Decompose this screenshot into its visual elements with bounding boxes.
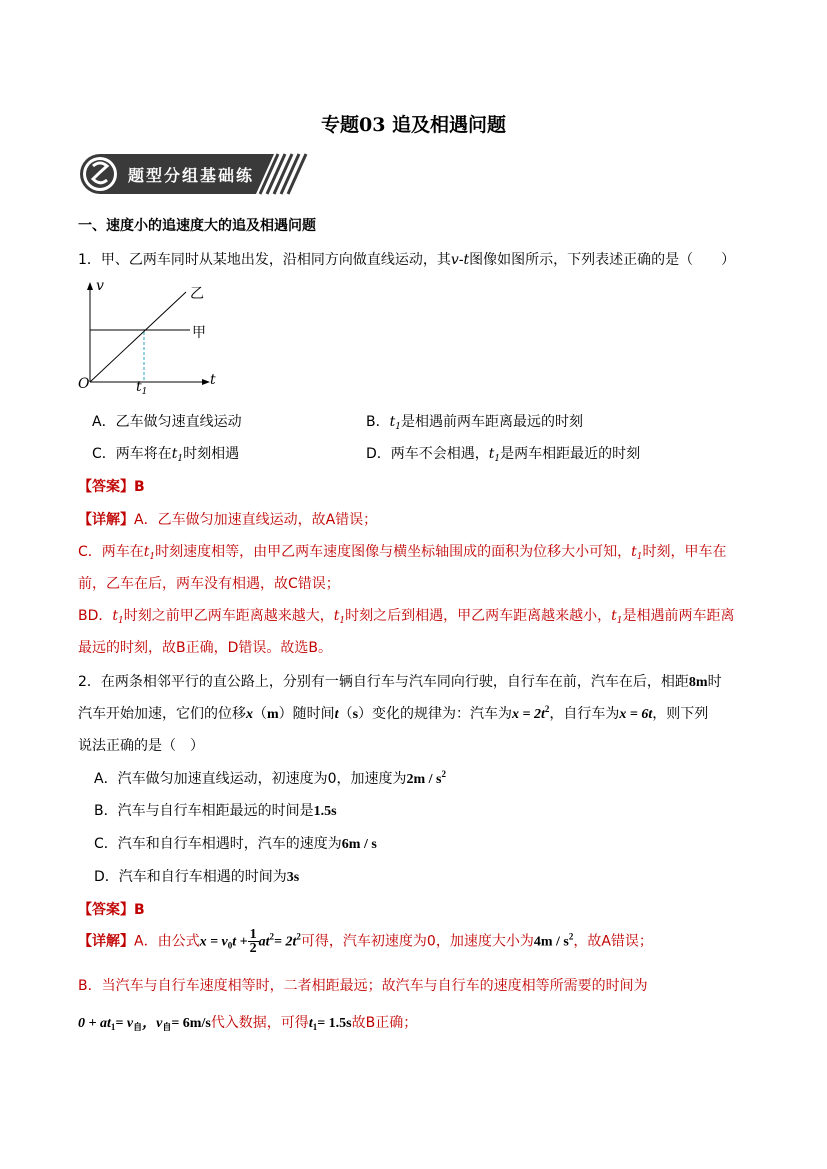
q2-detail-line-1: 【详解】A．由公式$x = v_0t$ + $\frac{1}{2}$ $at^2= 2t^2$可得，汽车初速度为0，加速度大小为$4m / s^2$，故A错误；: [78, 927, 653, 956]
graph-t-label: t: [210, 372, 216, 388]
question-1-stem: 1．甲、乙两车同时从某地出发，沿相同方向做直线运动，其v-t图像如图所示，下列表述正确的是（ ）: [78, 252, 736, 268]
t-axis-arrow: [202, 379, 210, 385]
v-axis-arrow: [87, 282, 93, 290]
q2-detail-line-3: $0 + at_1= v_自$，$v_自= 6m/s$代入数据，可得$t_1= 1.5s$故B正确；: [78, 1015, 418, 1032]
question-2-line-2: 汽车开始加速，它们的位移x（m）随时间t（s）变化的规律为：汽车为$x = 2t^2$，自行车为x = 6t，则下列: [78, 704, 709, 722]
graph-t1-label: $t_1$: [136, 379, 148, 397]
q1-answer: 【答案】B: [78, 479, 145, 495]
banner-label: 题型分组基础练: [128, 166, 255, 185]
q1-option-d: D．两车不会相遇，$t_1$是两车相距最近的时刻: [366, 446, 641, 464]
line-yi: [90, 292, 186, 382]
q1-detail-line-1: 【详解】A．乙车做匀加速直线运动，故A错误；: [78, 512, 378, 528]
q2-detail-line-2: B．当汽车与自行车速度相等时，二者相距最远；故汽车与自行车的速度相等所需要的时间为: [78, 978, 648, 994]
q1-detail-line-3: 前，乙车在后，两车没有相遇，故C错误；: [78, 576, 340, 592]
vt-graph: [78, 278, 228, 402]
graph-yi-label: 乙: [190, 286, 204, 302]
q1-option-c: C．两车将在$t_1$时刻相遇: [92, 446, 240, 464]
section-heading: 一、速度小的追速度大的追及相遇问题: [78, 218, 316, 234]
q2-option-a: A．汽车做匀加速直线运动，初速度为0，加速度为$2m / s^2$: [94, 769, 446, 787]
page-title: 专题03 追及相遇问题: [320, 114, 507, 136]
q2-answer: 【答案】B: [78, 902, 145, 918]
q1-detail-line-5: 最远的时刻，故B正确，D错误。故选B。: [78, 640, 332, 656]
q2-option-d: D．汽车和自行车相遇的时间为3s: [94, 869, 300, 885]
q1-detail-line-4: BD．$t_1$时刻之前甲乙两车距离越来越大，$t_1$时刻之后到相遇，甲乙两车距离越来越小，$t_1$是相遇前两车距离: [78, 608, 735, 626]
question-2-line-1: 2．在两条相邻平行的直公路上，分别有一辆自行车与汽车同向行驶，自行车在前，汽车在后，相距8m时: [78, 674, 722, 690]
q1-option-a: A．乙车做匀速直线运动: [92, 414, 242, 430]
q1-option-b: B．$t_1$是相遇前两车距离最远的时刻: [366, 414, 583, 432]
q2-option-c: C．汽车和自行车相遇时，汽车的速度为6m / s: [94, 836, 377, 852]
graph-v-label: v: [96, 278, 104, 294]
graph-jia-label: 甲: [192, 325, 206, 341]
section-banner: [78, 152, 308, 200]
graph-origin-label: O: [78, 376, 90, 392]
question-2-line-3: 说法正确的是（ ）: [78, 738, 204, 754]
fraction-one-half: $\frac{1}{2}$: [249, 927, 257, 956]
q2-option-b: B．汽车与自行车相距最远的时间是1.5s: [94, 803, 337, 819]
q1-detail-line-2: C．两车在$t_1$时刻速度相等，由甲乙两车速度图像与横坐标轴围成的面积为位移大小可知，$t_1$时刻，甲车在: [78, 544, 727, 562]
